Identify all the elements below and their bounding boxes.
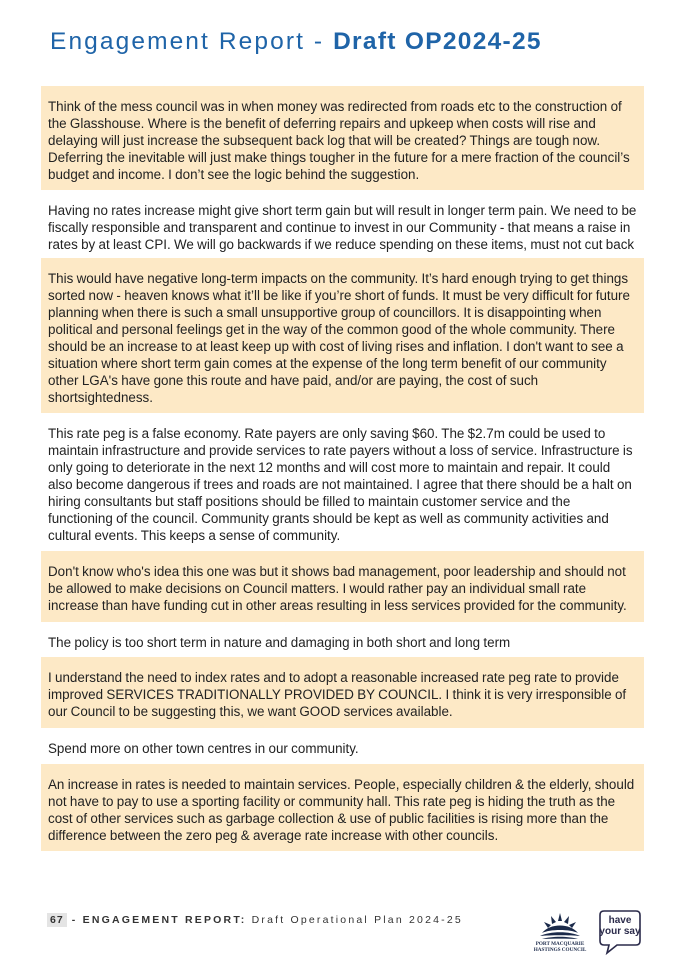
comment-9: An increase in rates is needed to maintain services. People, especially children & the elderly, should not have to pay to use a sporting facility or community hall. This rate peg is hiding the truth as the cost of other services such as garbage collection & use of public facilities is rising more than the difference between the zero peg & average rate increase with other councils.	[41, 764, 644, 851]
comment-8: Spend more on other town centres in our community.	[48, 741, 359, 756]
footer-subtitle: Draft Operational Plan 2024-25	[246, 914, 463, 926]
footer-label: - ENGAGEMENT REPORT:	[66, 914, 247, 926]
page-title-bold: Draft OP2024-25	[333, 28, 542, 55]
council-logo-line2: HASTINGS COUNCIL	[533, 947, 587, 953]
comment-7: I understand the need to index rates and to adopt a reasonable increased rate peg rate to provide improved SERVICES TRADITIONALLY PROVIDED BY COUNCIL. I think it is very irresponsible of our Council to be suggesting this, we want GOOD services available.	[41, 657, 644, 728]
comment-3: This would have negative long-term impacts on the community. It’s hard enough trying to get things sorted now - heaven knows what it’ll be like if you’re short of funds. It must be very difficult for future planning when there is such a small unsupportive group of councillors. It is disappointing when political and personal feelings get in the way of the common good of the whole community. There should be an increase to at least keep up with cost of living rises and inflation. I don't want to see a situation where short term gain comes at the expense of the long term benefit of our community other LGA's have gone this route and have paid, and/or are paying, the cost of such shortsightedness.	[41, 258, 644, 413]
page-title-prefix: Engagement Report -	[50, 28, 334, 55]
comment-list	[41, 86, 644, 851]
page-title	[50, 28, 670, 56]
council-logo-text	[528, 941, 592, 953]
council-logo-line1: PORT MACQUARIE	[535, 941, 585, 947]
comment-2: Having no rates increase might give short term gain but will result in longer term pain. We need to be fiscally responsible and transparent and continue to invest in our Community - that means a raise in rates by at least CPI. We will go backwards if we reduce spending on these items, must not cut back	[48, 203, 637, 252]
comment-6: The policy is too short term in nature and damaging in both short and long term	[48, 635, 511, 650]
have-your-say-text	[597, 915, 643, 937]
comment-4: This rate peg is a false economy. Rate payers are only saving $60. The $2.7m could be used to maintain infrastructure and provide services to rate payers without a loss of service. Infrastructure is only going to deteriorate in the next 12 months and will cost more to maintain and repair. It could also become dangerous if trees and roads are not maintained. I agree that there should be a halt on hiring consultants but staff positions should be filled to maintain customer service and the functioning of the council. Community grants should be kept as well as community activities and cultural events. This keeps a sense of community.	[48, 426, 633, 543]
have-your-say-line1: have	[608, 915, 632, 926]
have-your-say-line2: your say	[599, 926, 641, 937]
comment-5: Don't know who's idea this one was but it shows bad management, poor leadership and should not be allowed to make decisions on Council matters. I would rather pay an individual small rate increase than have funding cut in other areas resulting in less services provided for the community.	[41, 551, 644, 622]
comment-1: Think of the mess council was in when money was redirected from roads etc to the construction of the Glasshouse. Where is the benefit of deferring repairs and upkeep when costs will rise and delaying will just increase the subsequent back log that will be created? Things are tough now. Deferring the inevitable will just make things tougher in the future for a mere fraction of the council’s budget and income. I don’t see the logic behind the suggestion.	[41, 86, 644, 190]
page-number: 67	[47, 913, 67, 927]
page-footer	[47, 914, 463, 926]
